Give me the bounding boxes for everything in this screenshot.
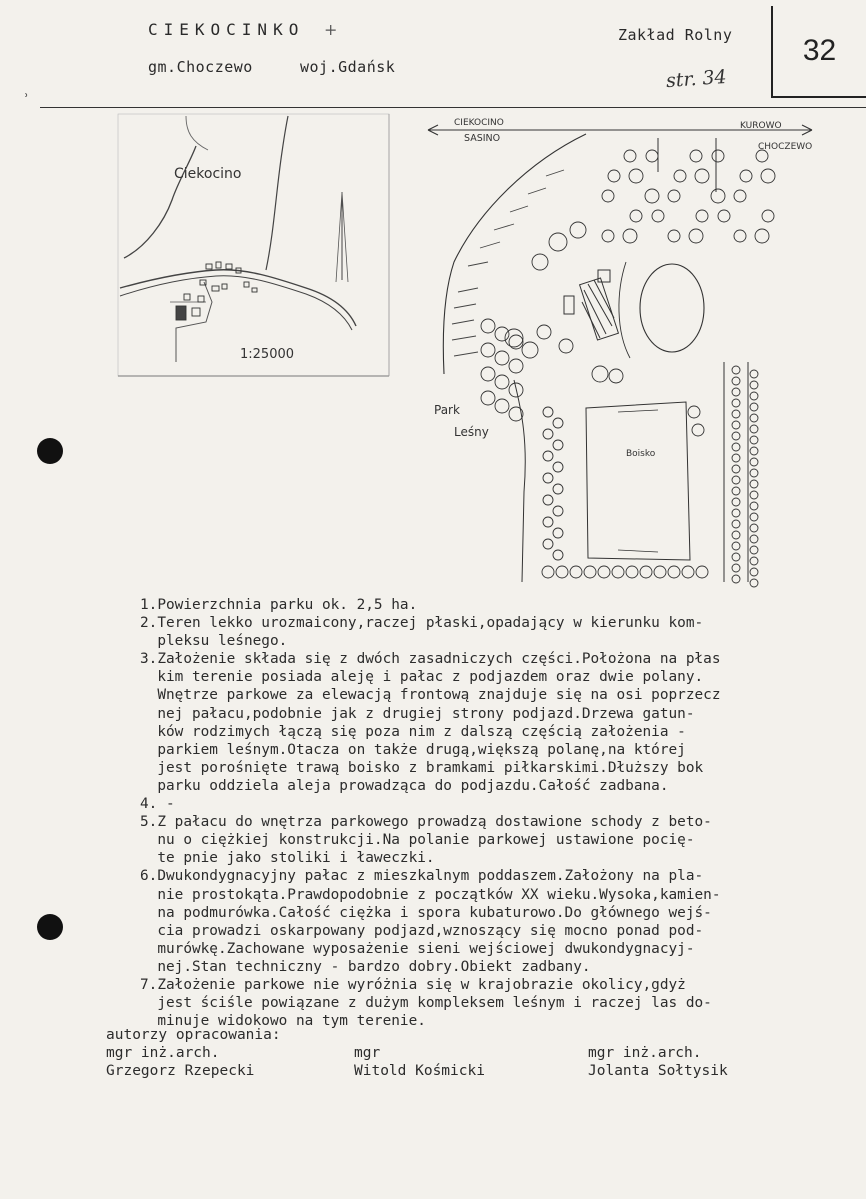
description-line: parku oddziela aleja prowadząca do podjazdu.Całość zadbana.	[140, 777, 669, 794]
tree-symbol	[688, 406, 700, 418]
tree-symbol	[553, 484, 563, 494]
park-label-2: Leśny	[454, 425, 489, 439]
tree-symbol	[750, 447, 758, 455]
tree-symbol	[570, 222, 586, 238]
tree-symbol	[711, 189, 725, 203]
tree-symbol	[732, 421, 740, 429]
tree-symbol	[732, 399, 740, 407]
tree-symbol	[682, 566, 694, 578]
tree-symbol	[750, 370, 758, 378]
description-line: nej pałacu,podobnie jak z drugiej strony podjazd.Drzewa gatun-	[140, 705, 695, 722]
description-line: 5.Z pałacu do wnętrza parkowego prowadzą dostawione schody z beto-	[140, 814, 712, 831]
place-mark: +	[323, 20, 338, 39]
tree-symbol	[750, 480, 758, 488]
tree-symbol	[553, 418, 563, 428]
tree-symbol	[495, 375, 509, 389]
tree-symbol	[732, 520, 740, 528]
tree-symbol	[481, 319, 495, 333]
tree-symbol	[652, 210, 664, 222]
tree-symbol	[750, 491, 758, 499]
tree-symbol	[481, 343, 495, 357]
tree-symbol	[556, 566, 568, 578]
tree-symbol	[692, 424, 704, 436]
page-number: 32	[802, 34, 837, 67]
tree-symbol	[543, 539, 553, 549]
tree-symbol	[553, 462, 563, 472]
header-rule	[40, 107, 866, 108]
tree-symbol	[543, 473, 553, 483]
tree-symbol	[543, 407, 553, 417]
tree-symbol	[732, 443, 740, 451]
tree-symbol	[750, 557, 758, 565]
tree-symbol	[537, 325, 551, 339]
park-plan	[418, 112, 828, 592]
tree-symbol	[553, 440, 563, 450]
tree-symbols	[481, 150, 775, 587]
voivodeship: woj.Gdańsk	[300, 58, 396, 76]
description-line: 7.Założenie parkowe nie wyróżnia się w krajobrazie okolicy,gdyż	[140, 976, 686, 993]
tree-symbol	[732, 366, 740, 374]
punch-hole-top	[37, 438, 63, 464]
tree-symbol	[732, 454, 740, 462]
tree-symbol	[598, 566, 610, 578]
tree-symbol	[718, 210, 730, 222]
tree-symbol	[750, 524, 758, 532]
tree-symbol	[750, 513, 758, 521]
tree-symbol	[762, 210, 774, 222]
author-2-title: mgr	[354, 1045, 381, 1061]
tree-symbol	[732, 498, 740, 506]
tree-symbol	[732, 487, 740, 495]
tree-symbol	[630, 210, 642, 222]
tree-symbol	[750, 403, 758, 411]
tree-symbol	[732, 465, 740, 473]
tree-symbol	[623, 229, 637, 243]
tree-symbol	[543, 517, 553, 527]
tree-symbol	[732, 509, 740, 517]
tree-symbol	[509, 359, 523, 373]
location-map	[116, 112, 391, 380]
description-line: nej.Stan techniczny - bardzo dobry.Obiekt zadbany.	[140, 958, 591, 975]
tree-symbol	[732, 377, 740, 385]
road-label-east-2: CHOCZEWO	[758, 142, 813, 152]
tree-symbol	[732, 432, 740, 440]
tree-symbol	[732, 553, 740, 561]
tree-symbol	[712, 150, 724, 162]
description-line: murówkę.Zachowane wyposażenie sieni wejściowej dwukondygnacyj-	[140, 940, 695, 957]
tree-symbol	[690, 150, 702, 162]
tree-symbol	[740, 170, 752, 182]
tree-symbol	[553, 528, 563, 538]
tree-symbol	[668, 230, 680, 242]
description-text	[140, 596, 865, 1030]
tree-symbol	[640, 566, 652, 578]
description-line: te pnie jako stoliki i ławeczki.	[140, 850, 435, 867]
tree-symbol	[532, 254, 548, 270]
tree-symbol	[481, 391, 495, 405]
tree-symbol	[755, 229, 769, 243]
description-line: 6.Dwukondygnacyjny pałac z mieszkalnym poddaszem.Założony na pla-	[140, 868, 704, 885]
tree-symbol	[732, 388, 740, 396]
tree-symbol	[495, 351, 509, 365]
author-3-name: Jolanta Sołtysik	[588, 1063, 728, 1079]
tree-symbol	[612, 566, 624, 578]
description-line: jest porośnięte trawą boisko z bramkami piłkarskimi.Dłuższy bok	[140, 759, 704, 776]
tree-symbol	[732, 476, 740, 484]
tree-symbol	[584, 566, 596, 578]
tree-symbol	[495, 327, 509, 341]
tree-symbol	[750, 579, 758, 587]
tree-symbol	[608, 170, 620, 182]
description-line: nu o ciężkiej konstrukcji.Na polanie parkowej ustawione pocię-	[140, 832, 695, 849]
description-line: jest ściśle powiązane z dużym kompleksem leśnym i raczej las do-	[140, 995, 712, 1012]
tree-symbol	[732, 575, 740, 583]
tree-symbol	[668, 190, 680, 202]
description-line: ków rodzimych łączą się poza nim z dalszą częścią założenia -	[140, 723, 686, 740]
description-line: 4. -	[140, 796, 175, 813]
tree-symbol	[750, 568, 758, 576]
tree-symbol	[750, 392, 758, 400]
road-label-west-2: SASINO	[464, 133, 501, 144]
author-1-name: Grzegorz Rzepecki	[106, 1063, 255, 1079]
tree-symbol	[553, 550, 563, 560]
tree-symbol	[734, 190, 746, 202]
tree-symbol	[750, 546, 758, 554]
tree-symbol	[543, 495, 553, 505]
tree-symbol	[689, 229, 703, 243]
tree-symbol	[696, 210, 708, 222]
tree-symbol	[592, 366, 608, 382]
place-name	[148, 20, 337, 39]
tree-symbol	[761, 169, 775, 183]
tree-symbol	[542, 566, 554, 578]
tree-symbol	[750, 458, 758, 466]
tree-symbol	[732, 542, 740, 550]
description-line: 2.Teren lekko urozmaicony,raczej płaski,opadający w kierunku kom-	[140, 615, 704, 632]
author-3-title: mgr inż.arch.	[588, 1045, 702, 1061]
tree-symbol	[553, 506, 563, 516]
tree-symbol	[654, 566, 666, 578]
tree-symbol	[645, 189, 659, 203]
tree-symbol	[624, 150, 636, 162]
tree-symbol	[750, 535, 758, 543]
place-name-text: CIEKOCINKO	[148, 20, 305, 39]
description-line: cia prowadzi oskarpowany podjazd,wznoszący się mocno ponad pod-	[140, 922, 704, 939]
tree-symbol	[609, 369, 623, 383]
tree-symbol	[668, 566, 680, 578]
tree-symbol	[602, 230, 614, 242]
commune: gm.Choczewo	[148, 58, 253, 76]
tree-symbol	[696, 566, 708, 578]
description-line: minuje widokowo na tym terenie.	[140, 1013, 426, 1030]
tree-symbol	[522, 342, 538, 358]
tree-symbol	[750, 502, 758, 510]
description-line: na podmurówka.Całość ciężka i spora kubaturowo.Do głównego wejś-	[140, 904, 712, 921]
tree-symbol	[750, 425, 758, 433]
field-label: Boisko	[626, 449, 656, 459]
tree-symbol	[543, 429, 553, 439]
tree-symbol	[495, 399, 509, 413]
tree-symbol	[750, 469, 758, 477]
tree-symbol	[695, 169, 709, 183]
description-line: 3.Założenie składa się z dwóch zasadniczych części.Położona na płas	[140, 651, 721, 668]
tree-symbol	[570, 566, 582, 578]
description-line: parkiem leśnym.Otacza on także drugą,większą polanę,na której	[140, 741, 686, 758]
description-line: 1.Powierzchnia parku ok. 2,5 ha.	[140, 597, 418, 613]
tree-symbol	[732, 531, 740, 539]
road-label-west: CIEKOCINO	[454, 118, 504, 128]
object-type: Zakład Rolny	[618, 26, 733, 44]
description-line: kim terenie posiada aleję i pałac z podjazdem oraz dwie polany.	[140, 669, 704, 686]
tree-symbol	[481, 367, 495, 381]
margin-mark: ʾ	[22, 92, 31, 108]
tree-symbol	[543, 451, 553, 461]
tree-symbol	[602, 190, 614, 202]
punch-hole-bottom	[37, 914, 63, 940]
tree-symbol	[674, 170, 686, 182]
tree-symbol	[750, 414, 758, 422]
tree-symbol	[626, 566, 638, 578]
tree-symbol	[750, 381, 758, 389]
authors-heading: autorzy opracowania:	[106, 1027, 281, 1043]
description-line: pleksu leśnego.	[140, 633, 288, 650]
description-line: nie prostokąta.Prawdopodobnie z początków XX wieku.Wysoka,kamien-	[140, 886, 721, 903]
tree-symbol	[646, 150, 658, 162]
page-number-box	[771, 6, 866, 98]
tree-symbol	[734, 230, 746, 242]
tree-symbol	[732, 410, 740, 418]
tree-symbol	[559, 339, 573, 353]
tree-symbol	[732, 564, 740, 572]
tree-symbol	[629, 169, 643, 183]
map-scale-label: 1:25000	[240, 347, 295, 362]
author-2-name: Witold Kośmicki	[354, 1063, 485, 1079]
road-label-east: KUROWO	[740, 121, 782, 131]
park-label-1: Park	[434, 403, 460, 417]
map-village-label: Ciekocino	[174, 166, 242, 182]
tree-symbol	[750, 436, 758, 444]
handwritten-page: str. 34	[665, 65, 728, 93]
description-line: Wnętrze parkowe za elewacją frontową znajduje się na osi poprzecz	[140, 687, 721, 704]
author-1-title: mgr inż.arch.	[106, 1045, 220, 1061]
tree-symbol	[549, 233, 567, 251]
